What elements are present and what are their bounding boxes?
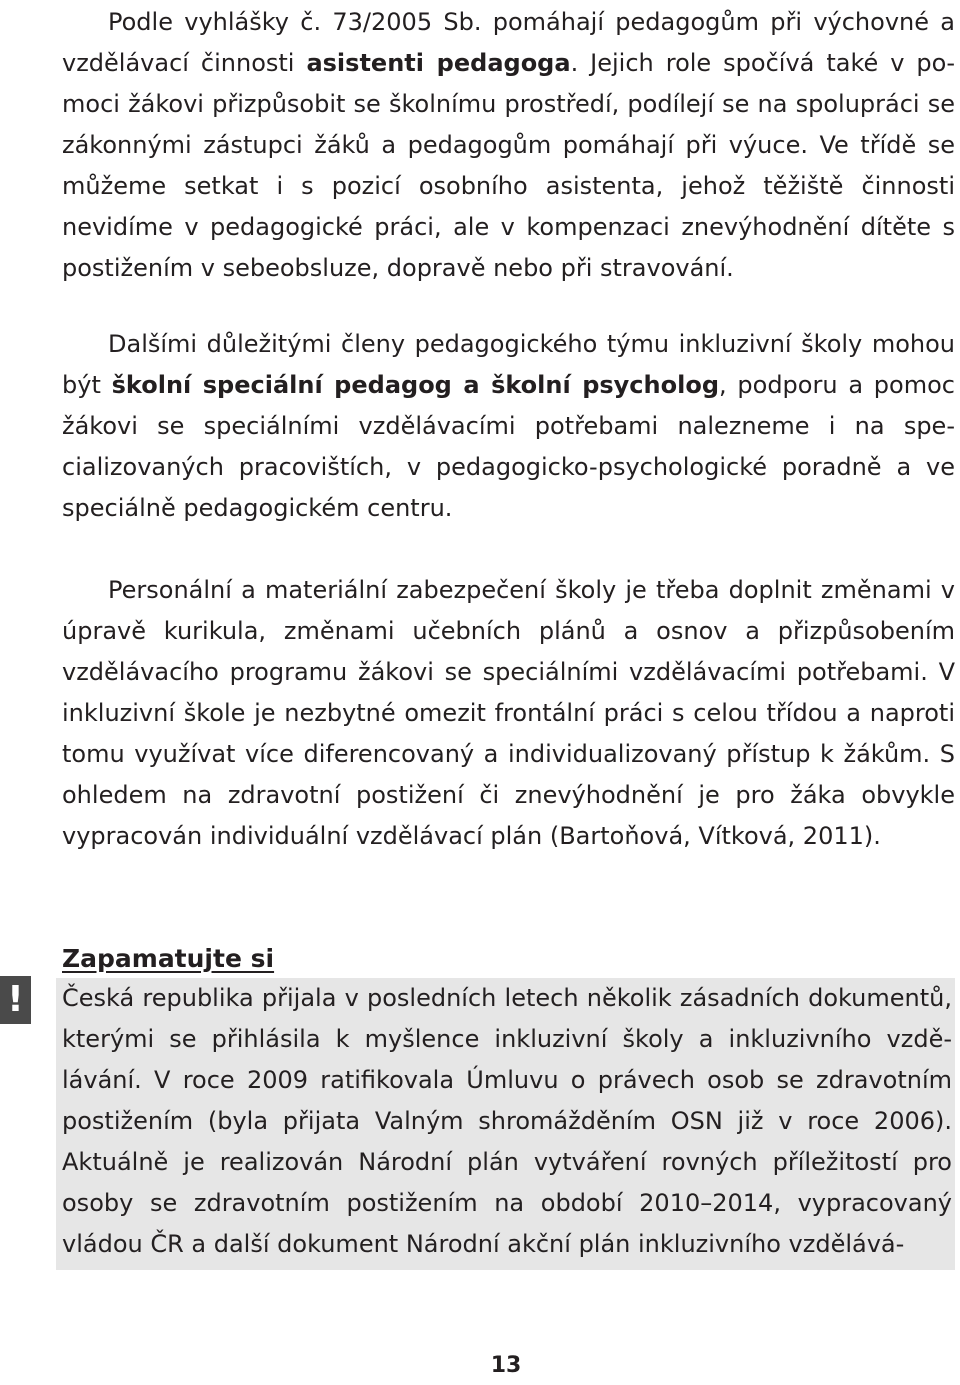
page-number: 13 <box>490 1353 522 1378</box>
paragraph-text: . Jejich role spočívá také v pomoci žákovi přizpůsobit se školnímu prostředí, podílejí se na spolupráci se zákonnými zástupci žáků a pedagogům pomáhají při výuce. Ve třídě se můžeme setkat i s pozicí osobního asistenta, jehož těžiště činnosti nevidíme v pedagogické práci, ale v kompenzaci znevýhodnění dítěte s postižením v sebeobsluze, dopravě nebo při stravování. <box>62 49 955 282</box>
paragraph-text: , podporu a pomoc žákovi se speciálními vzdělávacími potřebami nalezneme i na specializovaných pracovištích, v pedagogicko-psychologické poradně a ve speciálně pedagogickém centru. <box>62 371 955 522</box>
note-heading: Zapamatujte si <box>62 944 275 973</box>
paragraph-curriculum: Personální a materiální zabezpečení školy je třeba doplnit změnami v úpravě kurikula, změnami učebních plánů a osnov a přizpůsobením vzdělávacího programu žákovi se speciálními vzdělávacími potřebami. V inkluzivní škole je nezbytné omezit frontální práci s celou třídou a naproti tomu využívat více diferencovaný a individualizovaný přístup k žákům. S ohledem na zdravotní postižení či znevýhodnění je pro žáka obvykle vypracován individuální vzdělávací plán (Bartoňová, Vítková, 2011). <box>62 576 955 850</box>
paragraph-teaching-assistants <box>62 2 955 289</box>
paragraph-text: Podle vyhlášky č. 73/2005 Sb. pomáhají pedagogům při výchovné a vzdělávací činnosti <box>62 8 955 77</box>
bold-term-special-pedagogue-psychologist: školní speciální pedagog a školní psycholog <box>111 371 719 399</box>
bold-term-teaching-assistants: asistenti pedagoga <box>306 49 571 77</box>
exclamation-icon: ! <box>0 976 31 1024</box>
note-text: Česká republika přijala v posledních letech několik zásadních dokumentů, kterými se přihlásila k myšlence inkluzivní školy a inkluzivního vzdělávání. V roce 2009 ratifikovala Úmluvu o právech osob se zdravotním postižením (byla přijata Valným shromážděním OSN již v roce 2006). Aktuálně je realizován Národní plán vytváření rovných příležitostí pro osoby se zdravotním postižením na období 2010–2014, vypracovaný vládou ČR a další dokument Národní akční plán inkluzivního vzdělává- <box>62 984 952 1258</box>
paragraph-text: Dalšími důležitými členy pedagogického týmu inkluzivní školy mohou být <box>62 330 955 399</box>
paragraph-team-members <box>62 324 955 529</box>
